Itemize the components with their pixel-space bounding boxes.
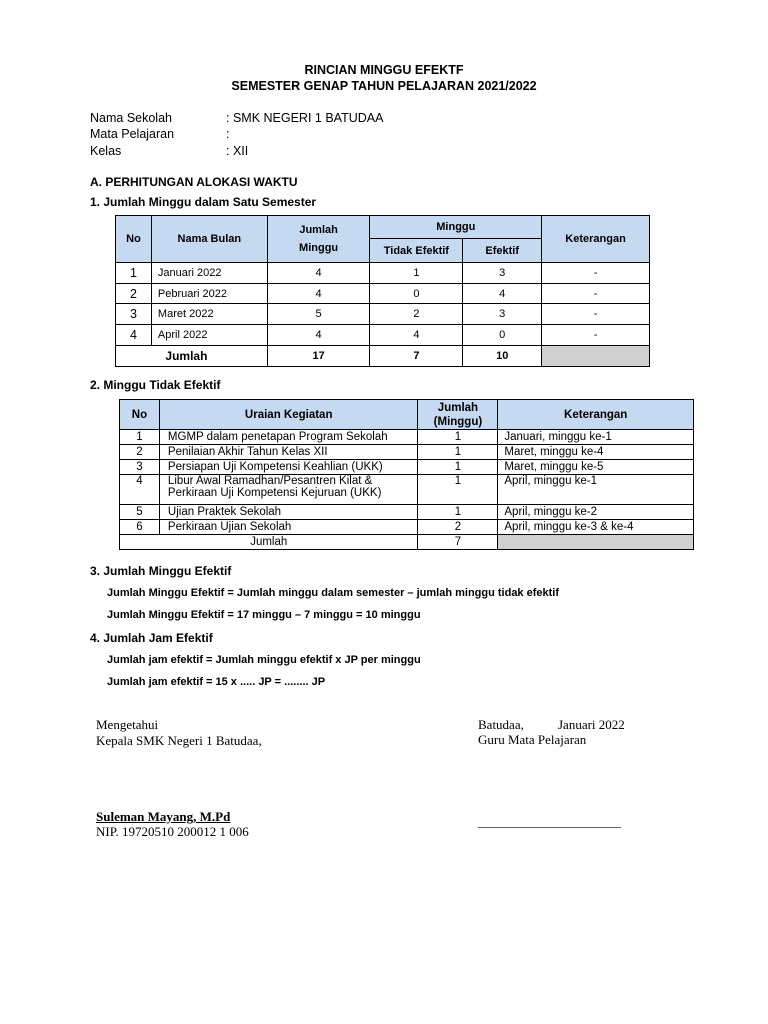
table-row (120, 445, 694, 460)
total-jumlah: 7 (418, 535, 498, 550)
table-row (116, 284, 650, 304)
cell-no: 3 (120, 460, 160, 475)
sign-right-place: Batudaa, (478, 717, 524, 732)
cell-uraian: Libur Awal Ramadhan/Pesantren Kilat & Perkiraan Uji Kompetensi Kejuruan (UKK) (159, 475, 418, 505)
cell-bulan: Pebruari 2022 (151, 284, 267, 304)
cell-tidak-efektif: 0 (370, 284, 463, 304)
cell-jumlah: 1 (418, 505, 498, 520)
cell-keterangan: April, minggu ke-1 (498, 475, 694, 505)
cell-uraian: Ujian Praktek Sekolah (159, 505, 418, 520)
sign-left-mengetahui: Mengetahui (96, 717, 159, 732)
cell-jumlah: 1 (418, 475, 498, 505)
cell-keterangan: April, minggu ke-3 & ke-4 (498, 520, 694, 535)
cell-tidak-efektif: 2 (370, 304, 463, 325)
header-minggu: Minggu (370, 216, 542, 239)
document-title: RINCIAN MINGGU EFEKTF (304, 63, 464, 77)
sign-right-date: Januari 2022 (558, 717, 625, 732)
header-jumlah-minggu: Jumlah Minggu (267, 216, 370, 263)
section-4-heading: 4. Jumlah Jam Efektif (90, 631, 213, 645)
cell-jumlah: 1 (418, 430, 498, 445)
section-2-heading: 2. Minggu Tidak Efektif (90, 378, 221, 392)
section-1-heading: 1. Jumlah Minggu dalam Satu Semester (90, 195, 317, 209)
cell-keterangan: - (542, 325, 650, 346)
cell-efektif: 0 (463, 325, 542, 346)
header-keterangan: Keterangan (498, 400, 694, 430)
table-row (116, 263, 650, 284)
cell-jumlah: 5 (267, 304, 370, 325)
cell-no: 4 (120, 475, 160, 505)
formula-minggu-efektif-hasil: Jumlah Minggu Efektif = 17 minggu – 7 minggu = 10 minggu (107, 609, 421, 621)
info-value-kelas: : XII (226, 144, 249, 158)
table-row (116, 325, 650, 346)
header-no: No (120, 400, 160, 430)
cell-jumlah: 1 (418, 460, 498, 475)
info-label-sekolah: Nama Sekolah (90, 111, 172, 125)
header-efektif: Efektif (463, 239, 542, 263)
header-nama-bulan: Nama Bulan (151, 216, 267, 263)
cell-keterangan: Januari, minggu ke-1 (498, 430, 694, 445)
info-label-kelas: Kelas (90, 144, 122, 158)
cell-no: 2 (120, 445, 160, 460)
cell-keterangan: April, minggu ke-2 (498, 505, 694, 520)
section-a-heading: A. PERHITUNGAN ALOKASI WAKTU (90, 175, 298, 189)
cell-no: 1 (120, 430, 160, 445)
header-jumlah: Jumlah (Minggu) (418, 400, 498, 430)
cell-bulan: April 2022 (151, 325, 267, 346)
header-no: No (116, 216, 152, 263)
cell-no: 1 (116, 263, 152, 284)
cell-jumlah: 1 (418, 445, 498, 460)
cell-uraian: Penilaian Akhir Tahun Kelas XII (159, 445, 418, 460)
cell-keterangan: - (542, 284, 650, 304)
formula-minggu-efektif: Jumlah Minggu Efektif = Jumlah minggu dalam semester – jumlah minggu tidak efektif (107, 587, 560, 599)
cell-jumlah: 4 (267, 325, 370, 346)
info-value-sekolah: : SMK NEGERI 1 BATUDAA (226, 111, 384, 125)
formula-jam-efektif-hasil: Jumlah jam efektif = 15 x ..... JP = ........ JP (107, 676, 326, 688)
cell-uraian: Perkiraan Ujian Sekolah (159, 520, 418, 535)
cell-keterangan: - (542, 304, 650, 325)
cell-bulan: Januari 2022 (151, 263, 267, 284)
cell-efektif: 3 (463, 263, 542, 284)
cell-jumlah: 4 (267, 284, 370, 304)
cell-efektif: 3 (463, 304, 542, 325)
cell-uraian: Persiapan Uji Kompetensi Keahlian (UKK) (159, 460, 418, 475)
total-keterangan-shaded (498, 535, 694, 550)
cell-no: 3 (116, 304, 152, 325)
cell-no: 2 (116, 284, 152, 304)
total-tidak-efektif: 7 (370, 346, 463, 367)
cell-tidak-efektif: 1 (370, 263, 463, 284)
cell-bulan: Maret 2022 (151, 304, 267, 325)
sign-right-jabatan: Guru Mata Pelajaran (478, 732, 587, 747)
sign-right-blank-line: ______________________ (478, 814, 621, 829)
table-total-row (120, 535, 694, 550)
cell-jumlah: 4 (267, 263, 370, 284)
cell-keterangan: - (542, 263, 650, 284)
section-3-heading: 3. Jumlah Minggu Efektif (90, 564, 232, 578)
table-row (120, 430, 694, 445)
cell-efektif: 4 (463, 284, 542, 304)
table-total-row (116, 346, 650, 367)
formula-jam-efektif: Jumlah jam efektif = Jumlah minggu efektif x JP per minggu (107, 654, 421, 666)
total-label: Jumlah (151, 346, 267, 367)
table-row (120, 460, 694, 475)
table-row (120, 475, 694, 505)
total-jumlah: 17 (267, 346, 370, 367)
info-value-mapel: : (226, 127, 230, 141)
sign-left-name: Suleman Mayang, M.Pd (96, 809, 231, 824)
table-minggu-tidak-efektif (119, 399, 694, 550)
total-keterangan-shaded (542, 346, 650, 367)
document-subtitle: SEMESTER GENAP TAHUN PELAJARAN 2021/2022 (231, 79, 537, 93)
cell-uraian: MGMP dalam penetapan Program Sekolah (159, 430, 418, 445)
cell-keterangan: Maret, minggu ke-5 (498, 460, 694, 475)
table-row (116, 304, 650, 325)
table-row (120, 505, 694, 520)
sign-left-nip: NIP. 19720510 200012 1 006 (96, 824, 249, 839)
cell-no: 5 (120, 505, 160, 520)
table-row (120, 520, 694, 535)
header-keterangan: Keterangan (542, 216, 650, 263)
total-label: Jumlah (120, 535, 418, 550)
info-label-mapel: Mata Pelajaran (90, 127, 175, 141)
cell-tidak-efektif: 4 (370, 325, 463, 346)
total-efektif: 10 (463, 346, 542, 367)
header-tidak-efektif: Tidak Efektif (370, 239, 463, 263)
header-uraian: Uraian Kegiatan (159, 400, 418, 430)
cell-no: 4 (116, 325, 152, 346)
cell-jumlah: 2 (418, 520, 498, 535)
cell-keterangan: Maret, minggu ke-4 (498, 445, 694, 460)
sign-left-jabatan: Kepala SMK Negeri 1 Batudaa, (96, 733, 262, 748)
table-minggu-semester (115, 215, 650, 367)
cell-no: 6 (120, 520, 160, 535)
